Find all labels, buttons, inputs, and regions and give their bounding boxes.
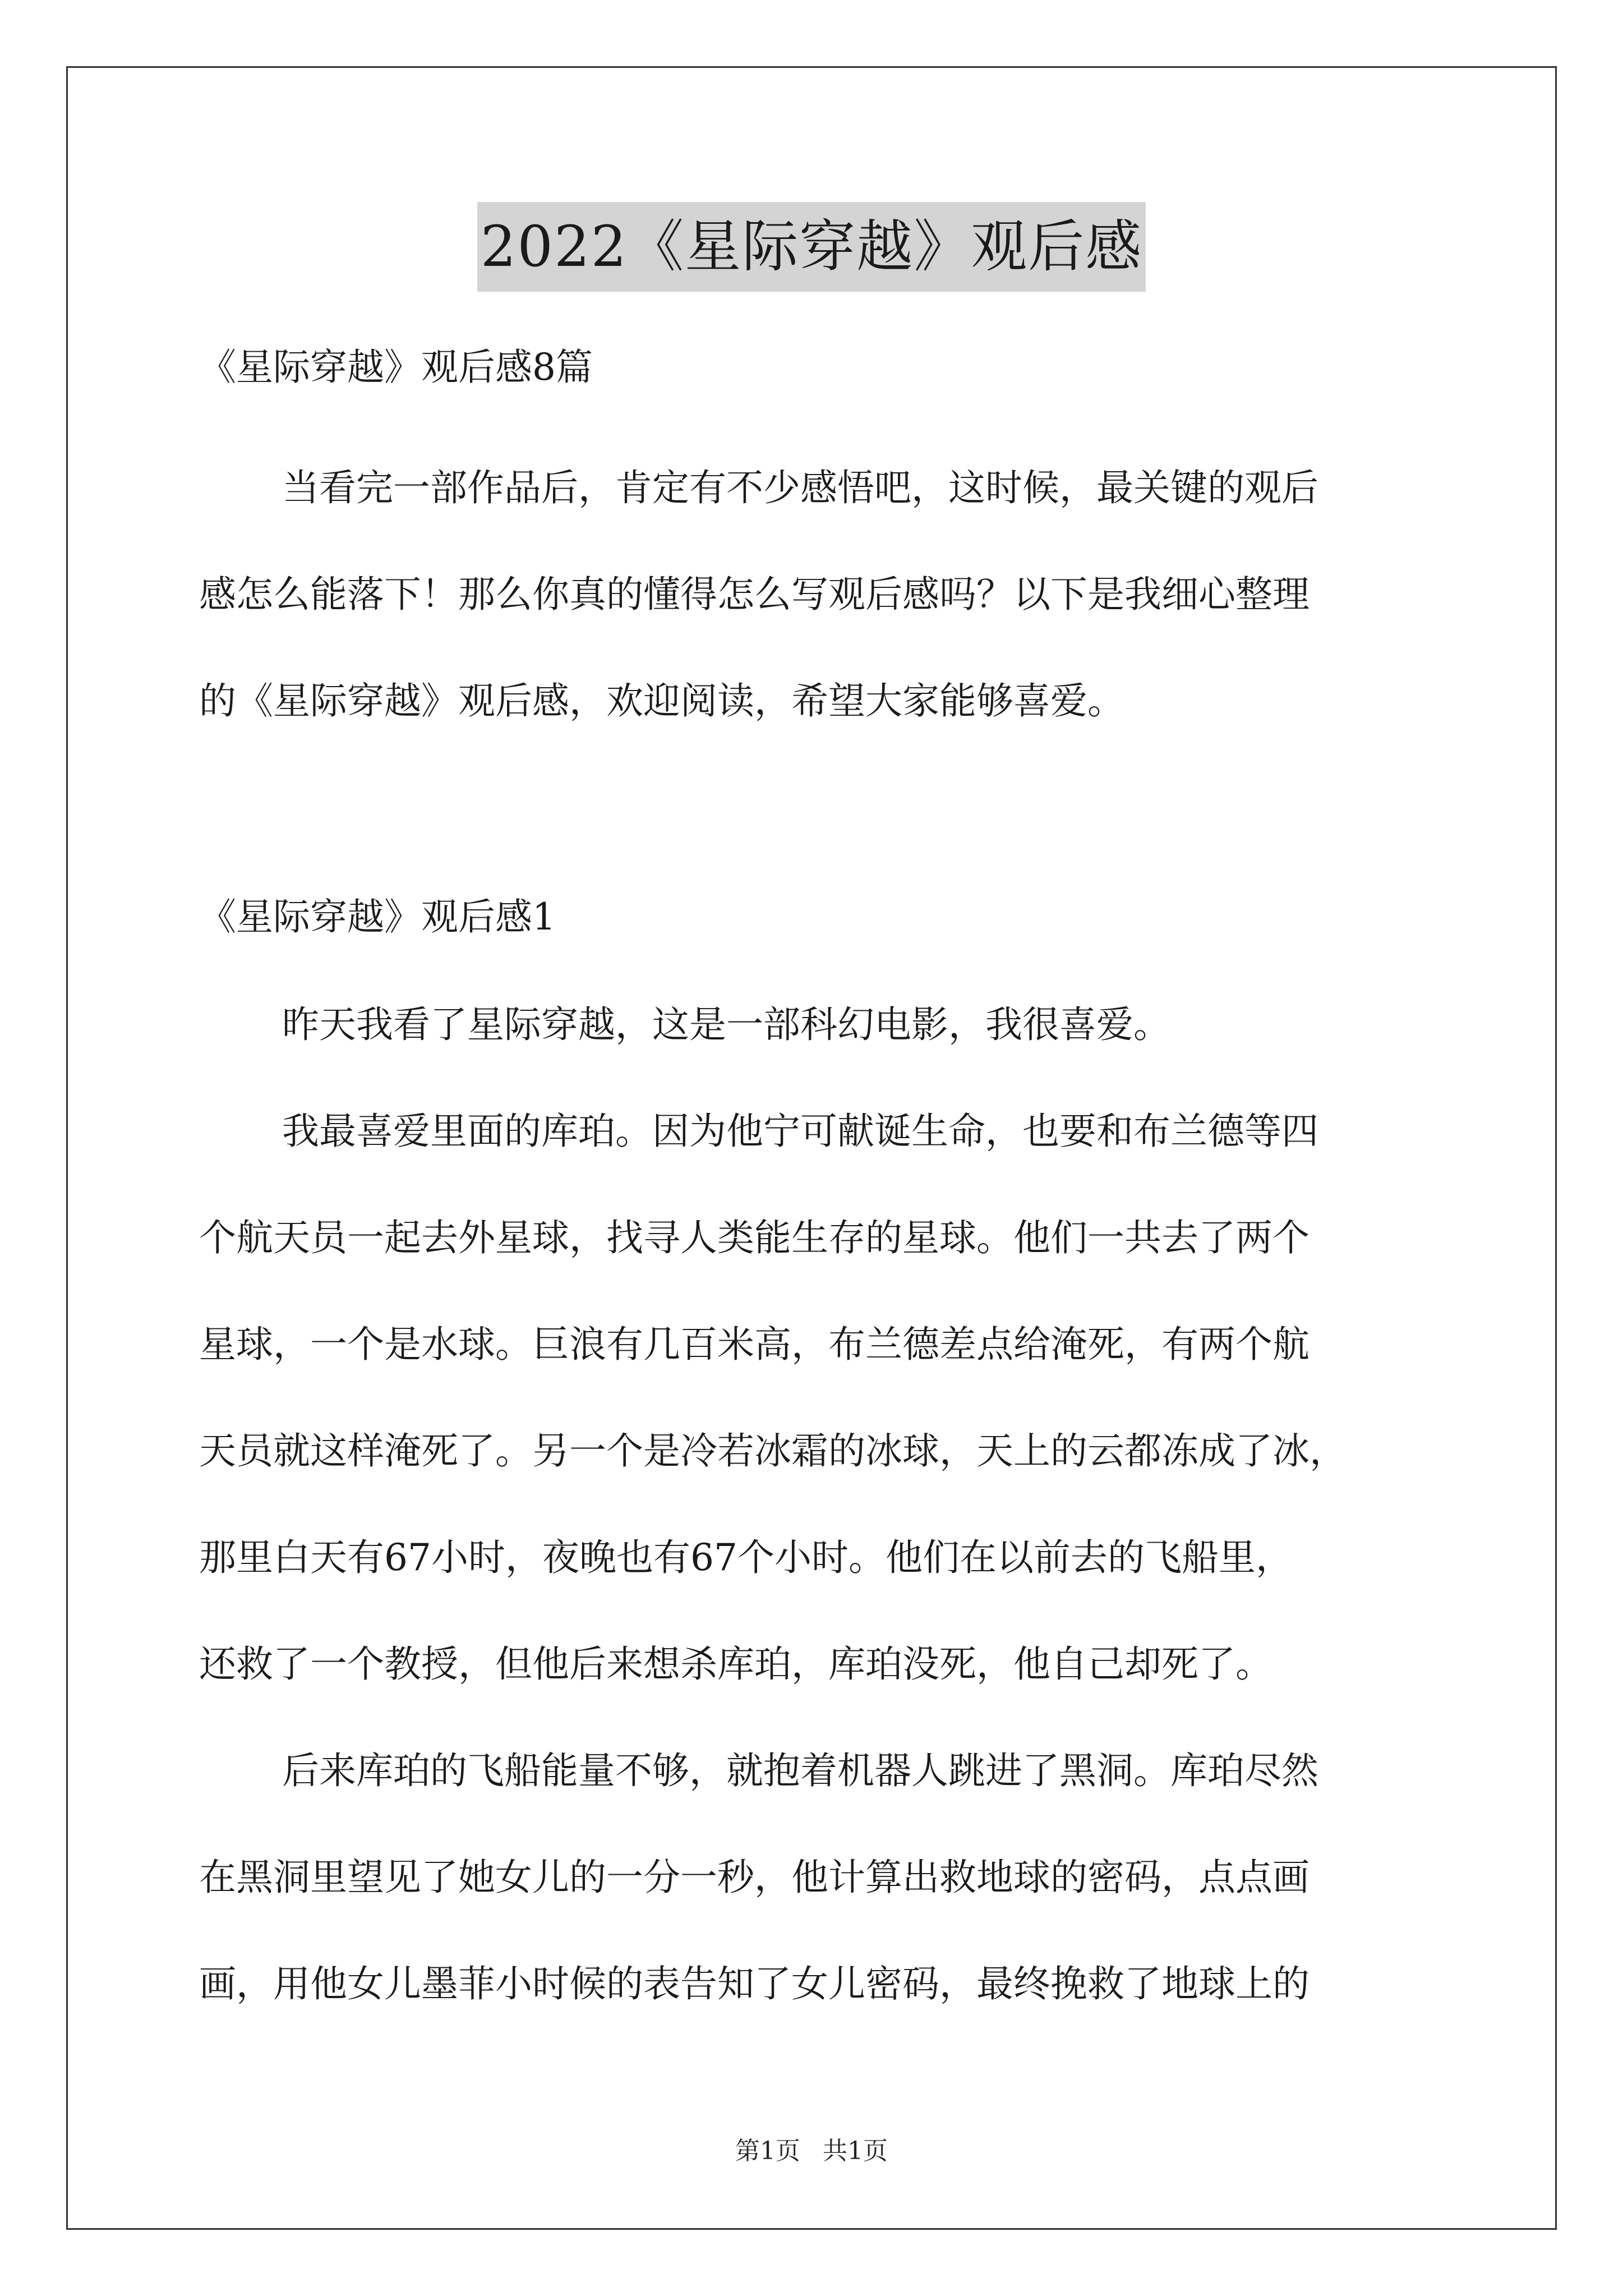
- paragraph-line: 天员就这样淹死了。另一个是冷若冰霜的冰球，天上的云都冻成了冰，: [199, 1429, 1347, 1473]
- section-heading-block: [199, 864, 1430, 970]
- paragraph-1: [199, 972, 1430, 1078]
- intro-line: 的《星际穿越》观后感，欢迎阅读，希望大家能够喜爱。: [199, 679, 1124, 723]
- paragraph-line: 昨天我看了星际穿越，这是一部科幻电影，我很喜爱。: [282, 1003, 1170, 1046]
- page-total: 共1页: [823, 2137, 888, 2165]
- paragraph-line: 那里白天有67小时，夜晚也有67个小时。他们在以前去的飞船里，: [199, 1536, 1293, 1579]
- paragraph-line: 星球，一个是水球。巨浪有几百米高，布兰德差点给淹死，有两个航: [199, 1323, 1310, 1366]
- subtitle: 《星际穿越》观后感8篇: [199, 346, 593, 389]
- paragraph-line: 后来库珀的飞船能量不够，就抱着机器人跳进了黑洞。库珀尽然: [282, 1749, 1318, 1792]
- paragraph-line: 在黑洞里望见了她女儿的一分一秒，他计算出救地球的密码，点点画: [199, 1856, 1310, 1899]
- title-wrap: [0, 202, 1623, 292]
- page-number: 第1页: [735, 2137, 800, 2165]
- paragraph-line: 个航天员一起去外星球，找寻人类能生存的星球。他们一共去了两个: [199, 1216, 1310, 1259]
- document-title: 2022《星际穿越》观后感: [477, 202, 1146, 292]
- paragraph-3: [199, 1718, 1430, 2037]
- paragraph-line: 我最喜爱里面的库珀。因为他宁可献诞生命，也要和布兰德等四: [282, 1110, 1318, 1153]
- intro-line: 感怎么能落下！那么你真的懂得怎么写观后感吗？以下是我细心整理: [199, 573, 1310, 616]
- paragraph-line: 还救了一个教授，但他后来想杀库珀，库珀没死，他自己却死了。: [199, 1642, 1272, 1686]
- subtitle-block: [199, 314, 1430, 421]
- paragraph-line: 画，用他女儿墨菲小时候的表告知了女儿密码，最终挽救了地球上的: [199, 1962, 1310, 2005]
- paragraph-2: [199, 1078, 1430, 1718]
- intro-paragraph: [199, 435, 1430, 754]
- page-footer: [0, 2134, 1623, 2168]
- section-heading: 《星际穿越》观后感1: [199, 895, 556, 938]
- intro-line: 当看完一部作品后，肯定有不少感悟吧，这时候，最关键的观后: [282, 466, 1318, 509]
